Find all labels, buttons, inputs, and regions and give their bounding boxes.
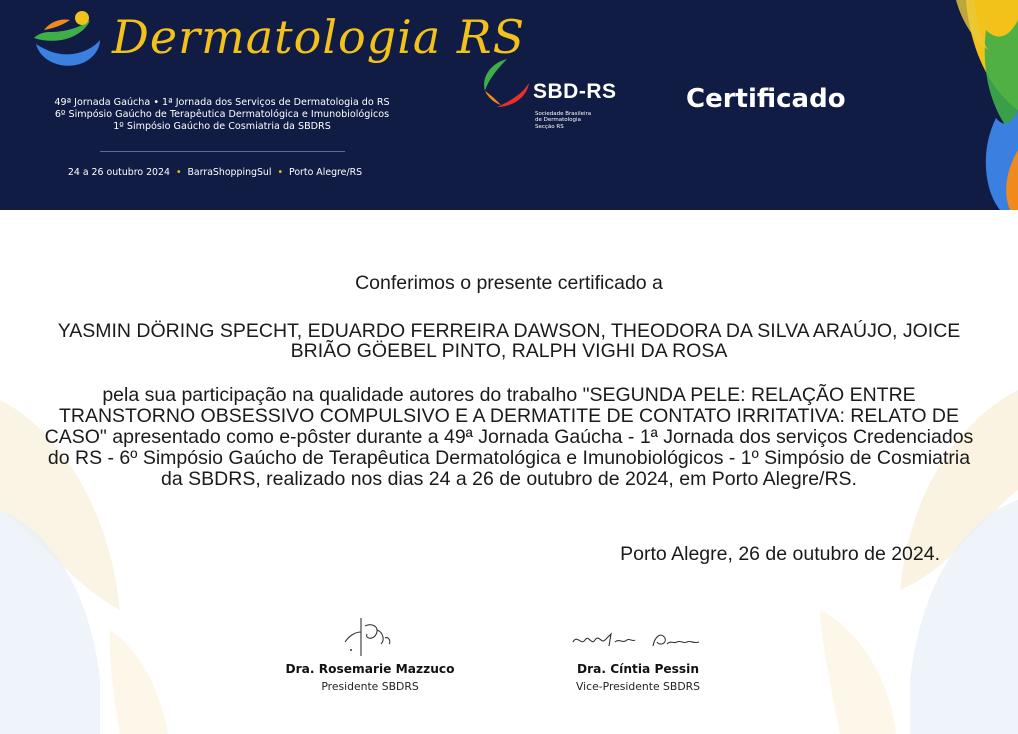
event-line: 1º Simpósio Gaúcho de Cosmiatria da SBDRS bbox=[113, 121, 331, 132]
sbd-line: Sociedade Brasileira bbox=[535, 111, 592, 117]
bullet-icon: • bbox=[277, 167, 283, 178]
signatory-name: Dra. Rosemarie Mazzuco bbox=[285, 662, 455, 676]
header-divider bbox=[100, 151, 345, 152]
corner-leaves-decoration bbox=[900, 0, 1018, 210]
event-line: 49ª Jornada Gaúcha • 1ª Jornada dos Serviços de Dermatologia do RS bbox=[54, 97, 390, 108]
event-city: Porto Alegre/RS bbox=[289, 167, 363, 178]
sbd-line: Secção RS bbox=[535, 123, 564, 130]
sbd-title: SBD-RS bbox=[533, 80, 617, 103]
place-date: Porto Alegre, 26 de outubro de 2024. bbox=[620, 543, 940, 565]
bullet-icon: • bbox=[175, 167, 182, 178]
signature-block-president bbox=[260, 612, 480, 693]
event-subtitle bbox=[12, 97, 432, 133]
signatory-role: Vice-Presidente SBDRS bbox=[576, 680, 700, 693]
event-line: 6º Simpósio Gaúcho de Terapêutica Dermatológica e Imunobiológicos bbox=[54, 109, 390, 120]
signature-image bbox=[563, 612, 713, 658]
event-date: 24 a 26 outubro 2024 bbox=[67, 167, 170, 178]
certificate-body: pela sua participação na qualidade autores do trabalho "SEGUNDA PELE: RELAÇÃO ENTRE TRANSTORNO OBSESSIVO COMPULSIVO E A DERMATITE DE CONTATO IRRITATIVA: RELATO DE CASO" apresentado como e-pôster durante a 49ª Jornada Gaúcha - 1ª Jornada dos serviços Credenciados do RS - 6º Simpósio Gaúcho de Terapêutica Dermatológica e Imunobiológicos - 1º Simpósio de Cosmiatria da SBDRS, realizado nos dias 24 a 26 de outubro de 2024, em Porto Alegre/RS. bbox=[44, 384, 974, 490]
certificate-intro: Conferimos o presente certificado a bbox=[355, 272, 663, 294]
sbd-line: de Dermatologia bbox=[535, 117, 581, 124]
signatory-name: Dra. Cíntia Pessin bbox=[576, 662, 700, 676]
event-info bbox=[30, 167, 400, 178]
sbd-rs-logo bbox=[477, 55, 617, 155]
certificate-header bbox=[0, 0, 1018, 210]
event-venue: BarraShoppingSul bbox=[187, 167, 272, 178]
event-logo-mark-icon bbox=[30, 8, 110, 78]
event-logo bbox=[30, 8, 526, 78]
event-name: Dermatologia RS bbox=[112, 10, 526, 64]
sbd-swoosh-icon bbox=[477, 55, 537, 115]
sbd-subtitle bbox=[535, 111, 591, 130]
recipient-names: YASMIN DÖRING SPECHT, EDUARDO FERREIRA DAWSON, THEODORA DA SILVA ARAÚJO, JOICE BRIÃO GÖEBEL PINTO, RALPH VIGHI DA ROSA bbox=[57, 320, 961, 362]
signature-image bbox=[325, 612, 415, 658]
signatory-role: Presidente SBDRS bbox=[321, 680, 419, 693]
signature-block-vice-president bbox=[528, 612, 748, 693]
certificate-title: Certificado bbox=[686, 84, 846, 114]
